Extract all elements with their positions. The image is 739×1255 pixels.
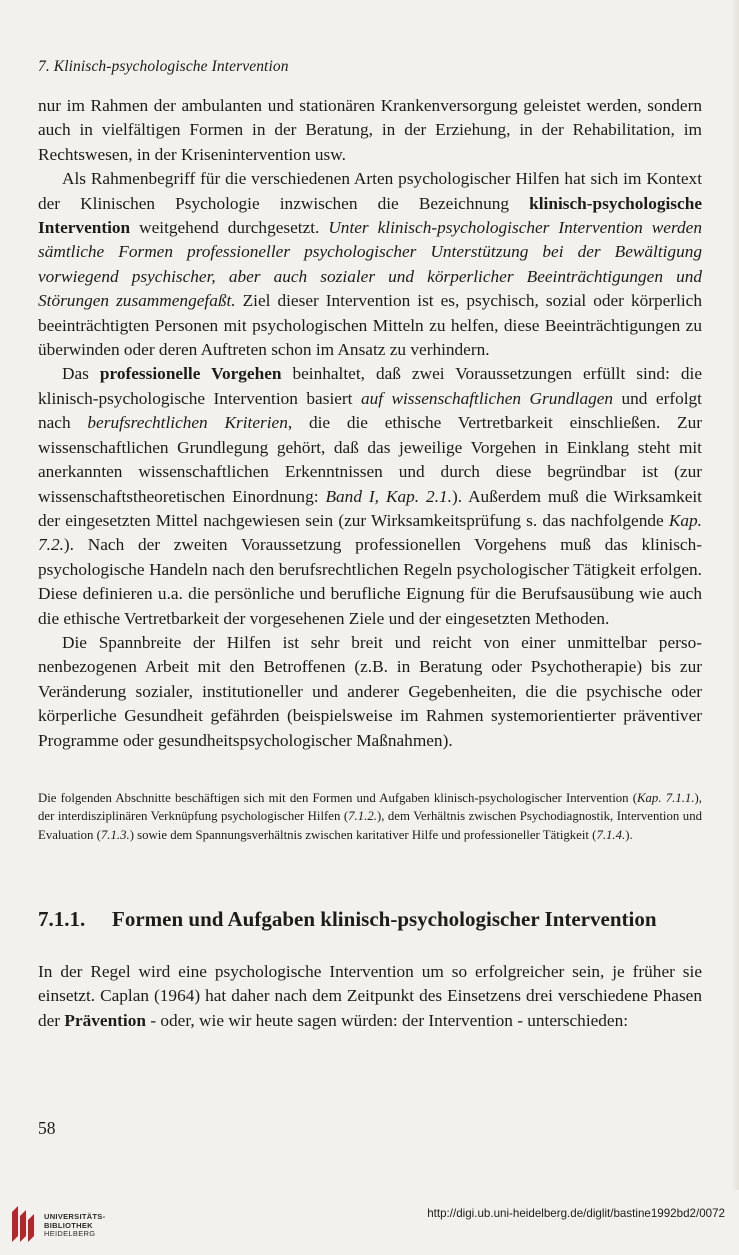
section-body-text	[38, 960, 702, 1033]
emphasis-italic: Kap. 7.1.1.	[637, 791, 695, 805]
emphasis-italic: Kap. 7.2.	[38, 510, 702, 555]
section-title: Formen und Aufgaben klinisch-psychologischer Intervention	[112, 907, 657, 931]
library-logo[interactable]	[8, 1204, 148, 1246]
section-paragraph	[38, 960, 702, 1033]
emphasis-italic: 7.1.4.	[596, 827, 626, 842]
paragraph-definition	[38, 167, 702, 362]
text-run: ). Nach der zweiten Voraussetzung professionellen Vorgehens muß das klinisch-psychologische Handeln nach den berufsrechtlichen Regeln psychologischer Tätigkeit erfolgen. Diese definieren u.a. die persönliche und berufliche Eignung für die Berufsausübung wie auch die ethische Vertretbarkeit der vorgesehenen Ziele und der eingesetzten Methoden.	[38, 535, 702, 628]
section-heading	[38, 907, 702, 932]
text-run: beinhaltet, daß zwei Voraussetzungen erfüllt sind: die klinisch-psychologische Intervention basiert	[38, 364, 702, 408]
emphasis-italic: 7.1.3.	[100, 827, 130, 842]
library-name-line-3: HEIDELBERG	[44, 1229, 96, 1239]
section-number: 7.1.1.	[38, 907, 86, 931]
text-run: Das	[62, 364, 100, 384]
text-run: ). Außerdem muß die Wirksamkeit der eingesetzten Mittel nachgewiesen sein (zur Wirksamkeitsprüfung s. das nachfolgende	[38, 486, 702, 530]
library-name-line-2: BIBLIOTHEK	[44, 1220, 93, 1230]
text-run: ) sowie dem Spannungsverhältnis zwischen karitativer Hilfe und professioneller Tätigkeit (	[129, 827, 597, 842]
text-run: Ziel dieser Intervention ist es, psychisch, sozial oder körperlich beeinträchtigten Personen mit psychologischen Mitteln zu helfen, diese Beeinträchtigungen zu überwinden oder deren Auftreten schon im Ansatz zu verhindern.	[38, 291, 702, 360]
text-run: ), dem Verhältnis zwischen Psychodiagnostik, Intervention und Evaluation (	[38, 809, 702, 842]
emphasis-italic: Band I, Kap. 2.1.	[325, 486, 452, 506]
source-url[interactable]: http://digi.ub.uni-heidelberg.de/diglit/bastine1992bd2/0072	[427, 1207, 725, 1220]
library-name-line-1: UNIVERSITÄTS-	[44, 1212, 106, 1221]
text-run: und erfolgt nach	[38, 388, 702, 433]
emphasis-italic: auf wissenschaftlichen Grundlagen	[360, 388, 614, 408]
running-head: 7. Klinisch-psychologische Intervention	[38, 58, 289, 75]
note-text	[38, 789, 702, 844]
text-run: weitgehend durchgesetzt.	[130, 218, 329, 238]
text-run: nur im Rahmen der ambulanten und stationären Krankenversorgung geleistet werden, sondern auch in vielfältigen Formen in der Beratung, in der Erziehung, in der Rehabilitation, im Rechtswesen, in der Krisenintervention usw.	[38, 96, 702, 164]
text-run: ), der interdisziplinären Verknüpfung psychologischer Hilfen (	[38, 791, 702, 824]
emphasis-italic: berufsrechtlichen Kriterien	[87, 413, 288, 433]
emphasis-bold: klinisch-psychologische Intervention	[38, 193, 702, 238]
text-run: - oder, wie wir heute sagen würden: der Intervention - unterschieden:	[146, 1010, 629, 1030]
text-run: Die Spannbreite der Hilfen ist sehr breit und reicht von einer unmittelbar personenbezogenen Arbeit mit den Betroffenen (z.B. in Beratung oder Psychotherapie) bis zur Veränderung sozialer, institutioneller und anderer Gegebenheiten, die die psychische oder körperliche Gesundheit gefährden (beispielsweise im Rahmen systemorientierter präventiver Programme oder gesundheitspsychologischer Maßnahmen).	[38, 632, 702, 750]
scan-edge-shadow	[731, 0, 739, 1190]
library-name	[44, 1213, 105, 1239]
page-number: 58	[38, 1118, 56, 1138]
paragraph-range-of-help	[38, 631, 702, 753]
text-run: , die die ethische Vertretbarkeit einschließen. Zur wissenschaftlichen Grundlegung gehört, daß das jeweilige Vorgehen in Einklang steht mit anerkannten wissenschaftlichen Erkenntnissen und durch diese begründbar ist (zur wissenschaftstheoretischen Einordnung:	[38, 413, 702, 506]
emphasis-bold: professionelle Vorgehen	[99, 364, 282, 384]
library-crest-icon	[8, 1204, 40, 1244]
text-run: ).	[625, 827, 633, 842]
paragraph-continuation	[38, 94, 702, 167]
chapter-overview-note	[38, 789, 702, 844]
text-run: Als Rahmenbegriff für die verschiedenen Arten psychologischer Hilfen hat sich im Kontext der Klinischen Psychologie inzwischen die Bezeichnung	[38, 169, 702, 213]
emphasis-bold: Prävention	[64, 1010, 146, 1030]
paragraph-professional-approach	[38, 362, 702, 630]
main-body-text	[38, 94, 702, 753]
text-run: In der Regel wird eine psychologische Intervention um so erfolgreicher sein, je früher sie einsetzt. Caplan (1964) hat daher nach dem Zeitpunkt des Einsetzens drei verschiedene Phasen der	[38, 962, 702, 1030]
text-run: Die folgenden Abschnitte beschäftigen sich mit den Formen und Aufgaben klinisch-psychologischer Intervention (	[38, 791, 637, 805]
emphasis-italic: 7.1.2.	[348, 809, 377, 824]
emphasis-italic: Unter klinisch-psychologischer Intervention werden sämtliche Formen professioneller psychologischer Unterstützung bei der Bewältigung vorwiegend psychischer, aber auch sozialer und körperlicher Beeinträchtigungen und Störungen zusammengefaßt.	[38, 218, 702, 311]
